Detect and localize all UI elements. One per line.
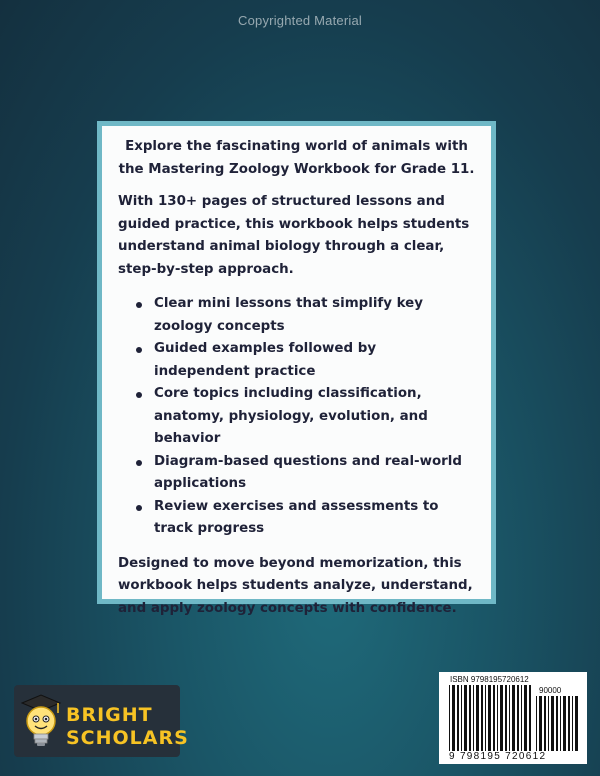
logo-line-2: SCHOLARS [66, 727, 189, 749]
addon-barcode-icon [536, 696, 578, 751]
barcode-bars-icon [449, 685, 533, 751]
overview-paragraph: With 130+ pages of structured lessons and guided practice, this workbook helps students understand animal biology through a clear, step-by-step approach. [118, 194, 470, 277]
description-panel [97, 121, 496, 616]
price-code: 90000 [539, 686, 562, 695]
isbn-barcode [439, 672, 587, 764]
feature-item: Diagram-based questions and real-world applications [136, 451, 475, 496]
closing-paragraph: Designed to move beyond memorization, this workbook helps students analyze, understand, and apply zoology concepts with confidence. [118, 555, 473, 616]
lightbulb-mascot-icon [18, 691, 64, 751]
feature-item: Guided examples followed by independent practice [136, 338, 475, 383]
bright-scholars-logo [14, 685, 189, 757]
barcode-digits: 9 798195 720612 [449, 751, 547, 762]
feature-item: Clear mini lessons that simplify key zoology concepts [136, 293, 475, 338]
watermark-top: Copyrighted Material [238, 13, 362, 28]
intro-text: Explore the fascinating world of animals with the Mastering Zoology Workbook for Grade 11. [118, 139, 475, 177]
isbn-label: ISBN 9798195720612 [450, 675, 529, 684]
feature-item: Review exercises and assessments to track progress [136, 496, 475, 541]
feature-list [118, 293, 475, 541]
logo-line-1: BRIGHT [66, 704, 153, 726]
feature-item: Core topics including classification, anatomy, physiology, evolution, and behavior [136, 383, 475, 451]
